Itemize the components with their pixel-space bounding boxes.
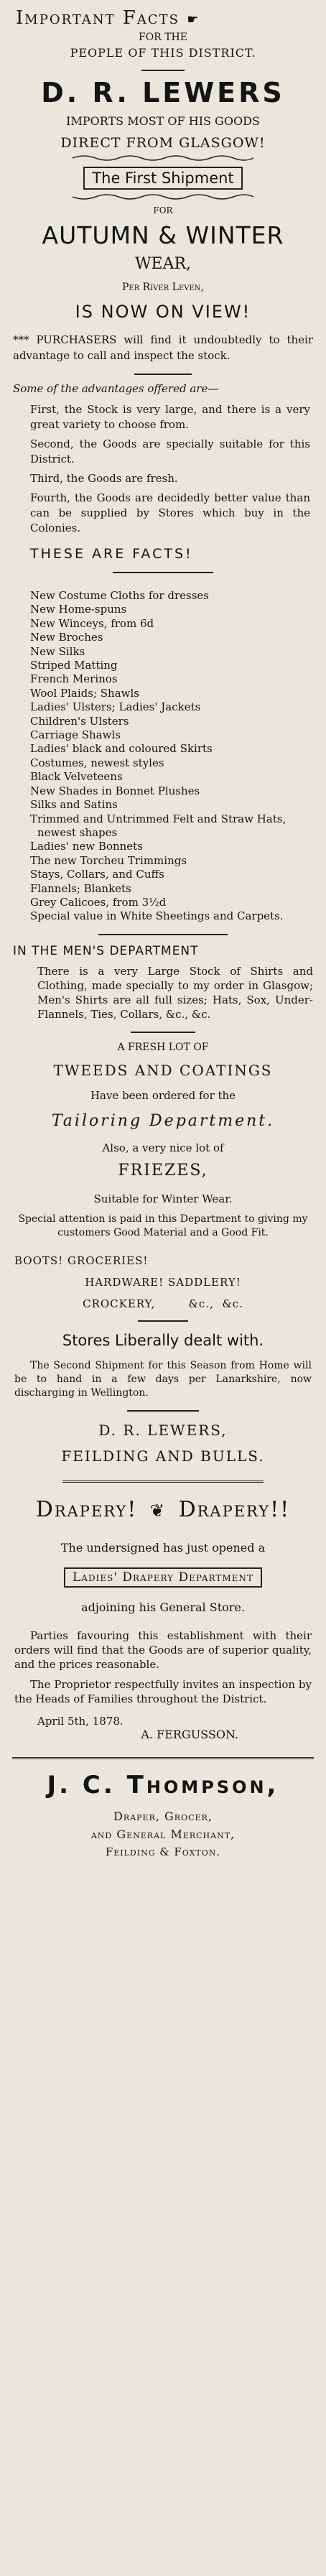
second-shipment: The Second Shipment for this Season from Home will be to hand in a few days per Lanarkshire, now discharging in Wellington. <box>14 1359 312 1399</box>
goods-item: Carriage Shawls <box>30 728 121 742</box>
thompson-line1: Draper, Grocer, <box>113 1809 213 1823</box>
advantages-list <box>9 395 317 536</box>
goods-item: New Home-spuns <box>30 603 127 616</box>
goods-item: The new Torcheu Trimmings <box>30 853 187 867</box>
parties-paragraph: Parties favouring this establishment with their orders will find that the Goods are of superior quality, and the prices reasonable. <box>14 1628 312 1671</box>
fresh-lot: A FRESH LOT OF <box>117 1041 209 1053</box>
thompson-name: J. C. Thompson, <box>47 1770 279 1799</box>
friezes: FRIEZES, <box>118 1161 208 1180</box>
goods-item: Costumes, newest styles <box>30 756 164 769</box>
thompson-line3: Feilding & Foxton. <box>105 1845 221 1858</box>
goods-item: Grey Calicoes, from 3½d <box>30 895 167 909</box>
advantage-item: First, the Stock is very large, and there is a very great variety to choose from. <box>30 403 310 431</box>
hardware-saddlery: HARDWARE! SADDLERY! <box>85 1275 241 1289</box>
some-advantages: Some of the advantages offered are— <box>13 382 219 395</box>
tailoring-dept: Tailoring Department. <box>51 1111 275 1130</box>
direct-line: DIRECT FROM GLASGOW! <box>60 135 266 151</box>
first-shipment-box-wrap <box>9 167 317 190</box>
goods-item: Striped Matting <box>30 659 118 672</box>
autumn-winter: AUTUMN & WINTER <box>42 221 284 249</box>
crockery: CROCKERY, &c., &c. <box>83 1297 243 1310</box>
these-are-facts: THESE ARE FACTS! <box>30 546 193 562</box>
goods-item: New Broches <box>30 631 103 644</box>
goods-item: Stays, Collars, and Cuffs <box>30 868 164 881</box>
undersigned-line: The undersigned has just opened a <box>60 1540 266 1555</box>
purchasers-note: *** PURCHASERS will find it undoubtedly to their advantage to call and inspect the stock. <box>13 333 313 362</box>
drapery-heading-left: Drapery! <box>35 1496 138 1522</box>
divider <box>138 1320 188 1322</box>
advantage-item: Fourth, the Goods are decidedly better value than can be supplied by Stores which buy in the Colonies. <box>30 491 310 534</box>
also-lot: Also, a very nice lot of <box>102 1141 224 1154</box>
ad-separator <box>12 1757 314 1759</box>
mens-dept-heading: IN THE MEN'S DEPARTMENT <box>13 943 199 958</box>
advantage-item: Second, the Goods are specially suitable for this District. <box>30 437 310 465</box>
adjoining-line: adjoining his General Store. <box>81 1600 245 1614</box>
divider <box>127 1410 199 1412</box>
advertiser-name: D. R. LEWERS <box>41 77 285 108</box>
suitable-winter: Suitable for Winter Wear. <box>93 1192 233 1205</box>
ad-separator <box>62 1481 264 1483</box>
important-facts-section <box>9 7 317 60</box>
goods-list <box>9 589 317 924</box>
mens-dept-text: There is a very Large Stock of Shirts and Clothing, made specially to my order in Glasgow; Men's Shirts are all full sizes; Hats, Sox, Under-Flannels, Ties, Collars, &c., &c. <box>37 964 313 1021</box>
divider <box>98 934 228 935</box>
per-river-leven: Per River Leven, <box>121 282 204 293</box>
drapery-heading <box>9 1497 317 1522</box>
goods-item: Silks and Satins <box>30 798 118 812</box>
scroll-ornament-icon <box>70 154 256 162</box>
divider <box>131 1032 195 1033</box>
goods-item: New Costume Cloths for dresses <box>30 589 209 602</box>
drapery-heading-right: Drapery!! <box>178 1496 291 1522</box>
boots-groceries: BOOTS! GROCERIES! <box>14 1254 149 1267</box>
goods-item: New Silks <box>30 644 85 658</box>
special-attention: Special attention is paid in this Department to giving my customers Good Material and a Good Fit. <box>18 1213 308 1238</box>
fergusson-signature: A. FERGUSSON. <box>141 1727 238 1741</box>
advantage-item: Third, the Goods are fresh. <box>30 472 178 485</box>
goods-item: New Shades in Bonnet Plushes <box>30 784 200 797</box>
divider <box>113 572 213 573</box>
date-line: April 5th, 1878. <box>37 1714 124 1728</box>
drapery-section <box>9 1497 317 1741</box>
thompson-line2: and General Merchant, <box>90 1827 236 1841</box>
ladies-dept-wrap <box>9 1567 317 1588</box>
goods-item: Ladies' new Bonnets <box>30 840 143 853</box>
goods-item: Trimmed and Untrimmed Felt and Straw Hats, newest shapes <box>30 812 287 839</box>
goods-item: Flannels; Blankets <box>30 881 131 895</box>
scroll-ornament-icon <box>70 193 256 201</box>
hand-pointer-icon: ☛ <box>187 12 200 27</box>
ordered-line: Have been ordered for the <box>90 1088 236 1102</box>
tweeds-coatings: TWEEDS AND COATINGS <box>53 1061 273 1079</box>
subline-for-the: FOR THE <box>139 32 187 43</box>
imports-line: IMPORTS MOST OF HIS GOODS <box>66 114 260 128</box>
now-on-view: IS NOW ON VIEW! <box>75 302 251 322</box>
signature-name: D. R. LEWERS, <box>98 1421 228 1439</box>
subline-people: PEOPLE OF THIS DISTRICT. <box>70 46 256 60</box>
goods-item: Black Velveteens <box>30 770 123 784</box>
first-shipment-box: The First Shipment <box>83 167 242 190</box>
wear-label: WEAR, <box>134 255 192 273</box>
divider <box>141 70 185 71</box>
goods-item: Ladies' Ulsters; Ladies' Jackets <box>30 700 201 714</box>
thompson-section <box>9 1771 317 1858</box>
ladies-dept-box: Ladies' Drapery Department <box>64 1567 262 1588</box>
goods-item: New Winceys, from 6d <box>30 616 154 630</box>
divider <box>134 374 192 375</box>
ornament-icon: ❦ <box>149 1500 167 1521</box>
for-label: FOR <box>153 205 173 216</box>
newspaper-column <box>9 0 317 1858</box>
goods-item: Ladies' black and coloured Skirts <box>30 742 213 756</box>
goods-item: Wool Plaids; Shawls <box>30 686 139 700</box>
signature-place: FEILDING AND BULLS. <box>61 1447 265 1465</box>
goods-item: Special value in White Sheetings and Carpets. <box>30 909 284 923</box>
goods-item: Children's Ulsters <box>30 714 129 728</box>
goods-item: French Merinos <box>30 672 118 686</box>
stores-dealt: Stores Liberally dealt with. <box>62 1331 264 1349</box>
headline: Important Facts ☛ <box>16 7 200 29</box>
proprietor-paragraph: The Proprietor respectfully invites an inspection by the Heads of Families throughout the District. <box>14 1677 312 1705</box>
